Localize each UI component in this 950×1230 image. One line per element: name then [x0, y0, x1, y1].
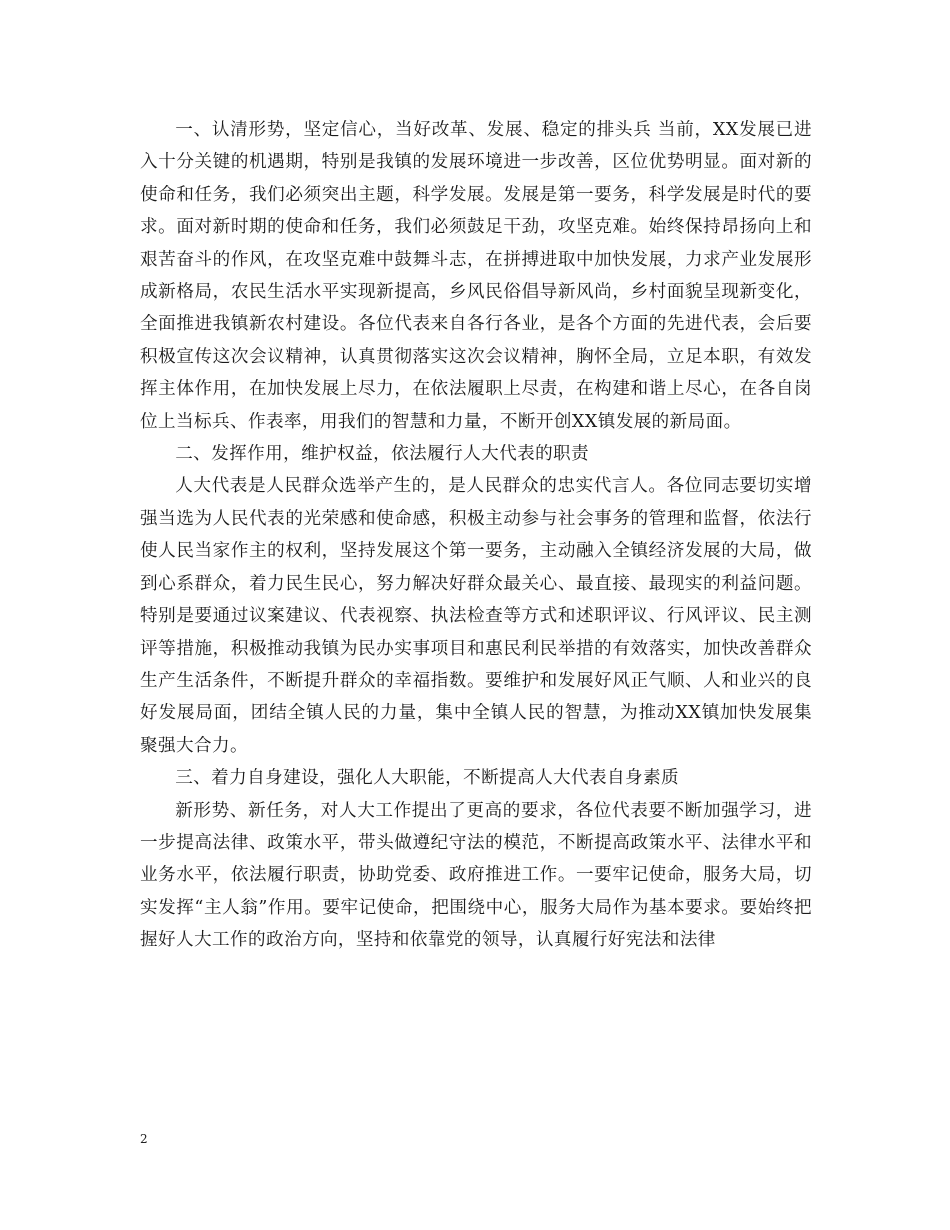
paragraph-section-one: 一、认清形势，坚定信心，当好改革、发展、稳定的排头兵 当前，XX发展已进入十分关键的机遇期，特别是我镇的发展环境进一步改善，区位优势明显。面对新的使命和任务，我们必须突出主题，科学发展。发展是第一要务，科学发展是时代的要求。面对新时期的使命和任务，我们必须鼓足干劲，攻坚克难。始终保持昂扬向上和艰苦奋斗的作风，在攻坚克难中鼓舞斗志，在拼搏进取中加快发展，力求产业发展形成新格局，农民生活水平实现新提高，乡风民俗倡导新风尚，乡村面貌呈现新变化，全面推进我镇新农村建设。各位代表来自各行各业，是各个方面的先进代表，会后要积极宣传这次会议精神，认真贯彻落实这次会议精神，胸怀全局，立足本职，有效发挥主体作用，在加快发展上尽力，在依法履职上尽责，在构建和谐上尽心，在各自岗位上当标兵、作表率，用我们的智慧和力量，不断开创XX镇发展的新局面。 — [140, 120, 812, 432]
document-body — [140, 114, 812, 957]
paragraph-section-three: 新形势、新任务，对人大工作提出了更高的要求，各位代表要不断加强学习，进一步提高法律、政策水平，带头做遵纪守法的模范，不断提高政策水平、法律水平和业务水平，依法履行职责，协助党委、政府推进工作。一要牢记使命，服务大局，切实发挥“主人翁”作用。要牢记使命，把围绕中心，服务大局作为基本要求。要始终把握好人大工作的政治方向，坚持和依靠党的领导，认真履行好宪法和法律 — [140, 800, 812, 951]
page-number: 2 — [140, 1132, 148, 1146]
heading-section-two: 二、发挥作用，维护权益，依法履行人大代表的职责 — [175, 444, 590, 465]
heading-section-three: 三、着力自身建设，强化人大职能，不断提高人大代表自身素质 — [175, 768, 680, 789]
paragraph-section-two: 人大代表是人民群众选举产生的，是人民群众的忠实代言人。各位同志要切实增强当选为人民代表的光荣感和使命感，积极主动参与社会事务的管理和监督，依法行使人民当家作主的权利，坚持发展这个第一要务，主动融入全镇经济发展的大局，做到心系群众，着力民生民心，努力解决好群众最关心、最直接、最现实的利益问题。特别是要通过议案建议、代表视察、执法检查等方式和述职评议、行风评议、民主测评等措施，积极推动我镇为民办实事项目和惠民利民举措的有效落实，加快改善群众生产生活条件，不断提升群众的幸福指数。要维护和发展好风正气顺、人和业兴的良好发展局面，团结全镇人民的力量，集中全镇人民的智慧，为推动XX镇加快发展集聚强大合力。 — [140, 476, 812, 756]
